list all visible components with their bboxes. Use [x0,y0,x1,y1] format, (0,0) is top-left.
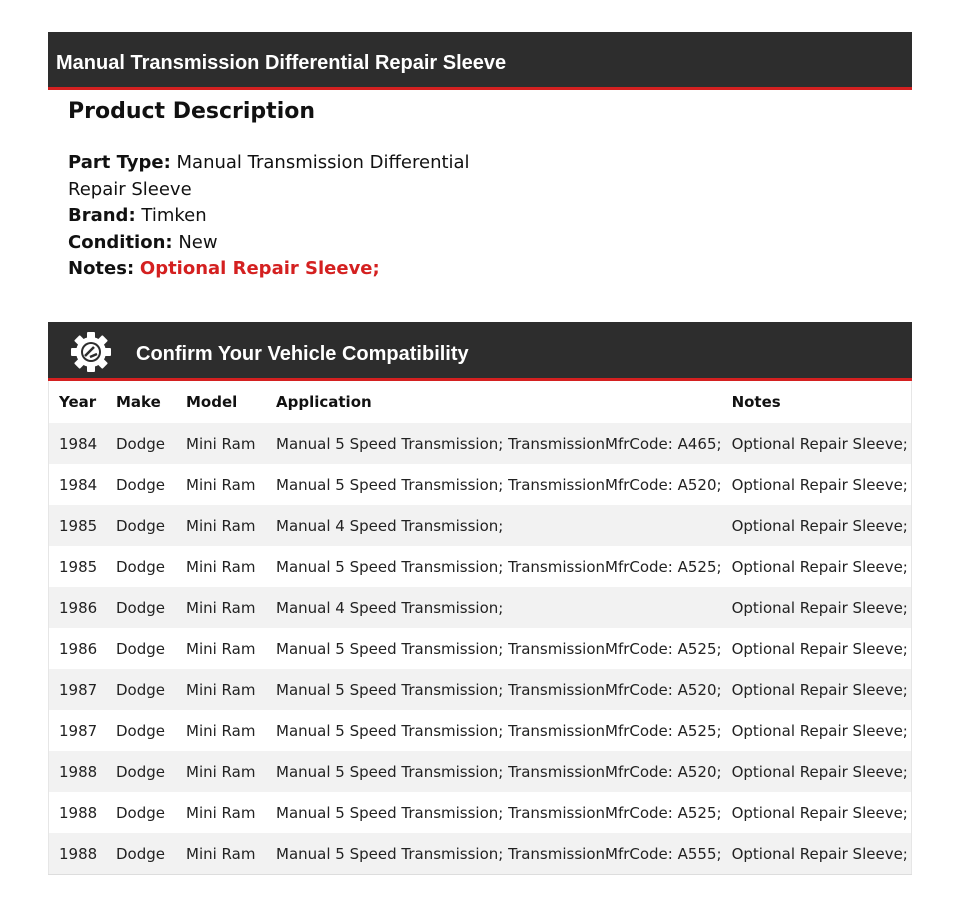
cell-model: Mini Ram [186,721,256,740]
cell-application: Manual 5 Speed Transmission; TransmissionMfrCode: A525; [276,639,722,658]
table-row [49,628,912,669]
cell-model: Mini Ram [186,844,256,863]
compatibility-title: Confirm Your Vehicle Compatibility [136,343,469,365]
cell-application: Manual 5 Speed Transmission; TransmissionMfrCode: A525; [276,721,722,740]
table-row [49,669,912,710]
cell-notes: Optional Repair Sleeve; [731,475,908,494]
table-row [49,464,912,505]
cell-model: Mini Ram [186,557,256,576]
cell-year: 1987 [59,721,98,740]
cell-model: Mini Ram [186,803,256,822]
gear-icon [70,331,112,373]
cell-notes: Optional Repair Sleeve; [731,434,908,453]
cell-notes: Optional Repair Sleeve; [731,803,908,822]
cell-year: 1985 [59,516,98,535]
cell-year: 1988 [59,762,98,781]
col-model: Model [186,393,238,411]
cell-make: Dodge [116,516,165,535]
col-notes: Notes [731,393,781,411]
cell-model: Mini Ram [186,762,256,781]
cell-year: 1988 [59,803,98,822]
part-type-value: Manual Transmission Differential Repair Sleeve [68,152,470,200]
compatibility-table [48,381,912,875]
product-title: Manual Transmission Differential Repair Sleeve [56,52,507,74]
cell-make: Dodge [116,680,165,699]
cell-notes: Optional Repair Sleeve; [731,557,908,576]
description-heading: Product Description [68,99,316,124]
cell-year: 1986 [59,598,98,617]
cell-application: Manual 4 Speed Transmission; [276,598,504,617]
cell-model: Mini Ram [186,639,256,658]
brand-value: Timken [141,205,207,226]
cell-make: Dodge [116,721,165,740]
compatibility-bar [48,322,912,381]
cell-application: Manual 5 Speed Transmission; TransmissionMfrCode: A465; [276,434,722,453]
col-year: Year [59,393,97,411]
cell-year: 1986 [59,639,98,658]
cell-application: Manual 5 Speed Transmission; TransmissionMfrCode: A520; [276,475,722,494]
cell-notes: Optional Repair Sleeve; [731,680,908,699]
cell-year: 1987 [59,680,98,699]
notes-label: Notes: [68,258,135,279]
table-row [49,587,912,628]
cell-make: Dodge [116,844,165,863]
cell-notes: Optional Repair Sleeve; [731,762,908,781]
cell-application: Manual 5 Speed Transmission; TransmissionMfrCode: A520; [276,762,722,781]
table-row [49,505,912,546]
table-row [49,423,912,464]
cell-year: 1984 [59,475,98,494]
cell-notes: Optional Repair Sleeve; [731,639,908,658]
cell-notes: Optional Repair Sleeve; [731,598,908,617]
cell-application: Manual 5 Speed Transmission; TransmissionMfrCode: A525; [276,803,722,822]
cell-application: Manual 5 Speed Transmission; TransmissionMfrCode: A520; [276,680,722,699]
col-make: Make [116,393,161,411]
cell-application: Manual 5 Speed Transmission; TransmissionMfrCode: A525; [276,557,722,576]
condition-value: New [178,231,218,253]
cell-year: 1988 [59,844,98,863]
cell-application: Manual 4 Speed Transmission; [276,516,504,535]
brand-label: Brand: [68,205,136,226]
cell-application: Manual 5 Speed Transmission; TransmissionMfrCode: A555; [276,844,722,863]
cell-model: Mini Ram [186,598,256,617]
cell-model: Mini Ram [186,680,256,699]
cell-make: Dodge [116,639,165,658]
cell-make: Dodge [116,598,165,617]
table-row [49,710,912,751]
cell-make: Dodge [116,803,165,822]
cell-notes: Optional Repair Sleeve; [731,844,908,863]
cell-notes: Optional Repair Sleeve; [731,516,908,535]
product-title-bar [48,32,912,90]
product-description [68,96,488,283]
condition [68,230,488,257]
cell-make: Dodge [116,434,165,453]
cell-make: Dodge [116,475,165,494]
cell-model: Mini Ram [186,434,256,453]
brand [68,203,488,230]
cell-model: Mini Ram [186,516,256,535]
part-type [68,150,488,203]
notes [68,256,488,283]
col-application: Application [276,393,372,411]
table-row [49,792,912,833]
cell-notes: Optional Repair Sleeve; [731,721,908,740]
cell-year: 1985 [59,557,98,576]
notes-value: Optional Repair Sleeve; [139,258,380,279]
table-header-row [49,381,912,423]
table-row [49,751,912,792]
table-row [49,833,912,875]
cell-make: Dodge [116,557,165,576]
condition-label: Condition: [68,231,173,253]
cell-model: Mini Ram [186,475,256,494]
cell-year: 1984 [59,434,98,453]
part-type-label: Part Type: [68,152,171,173]
table-row [49,546,912,587]
cell-make: Dodge [116,762,165,781]
